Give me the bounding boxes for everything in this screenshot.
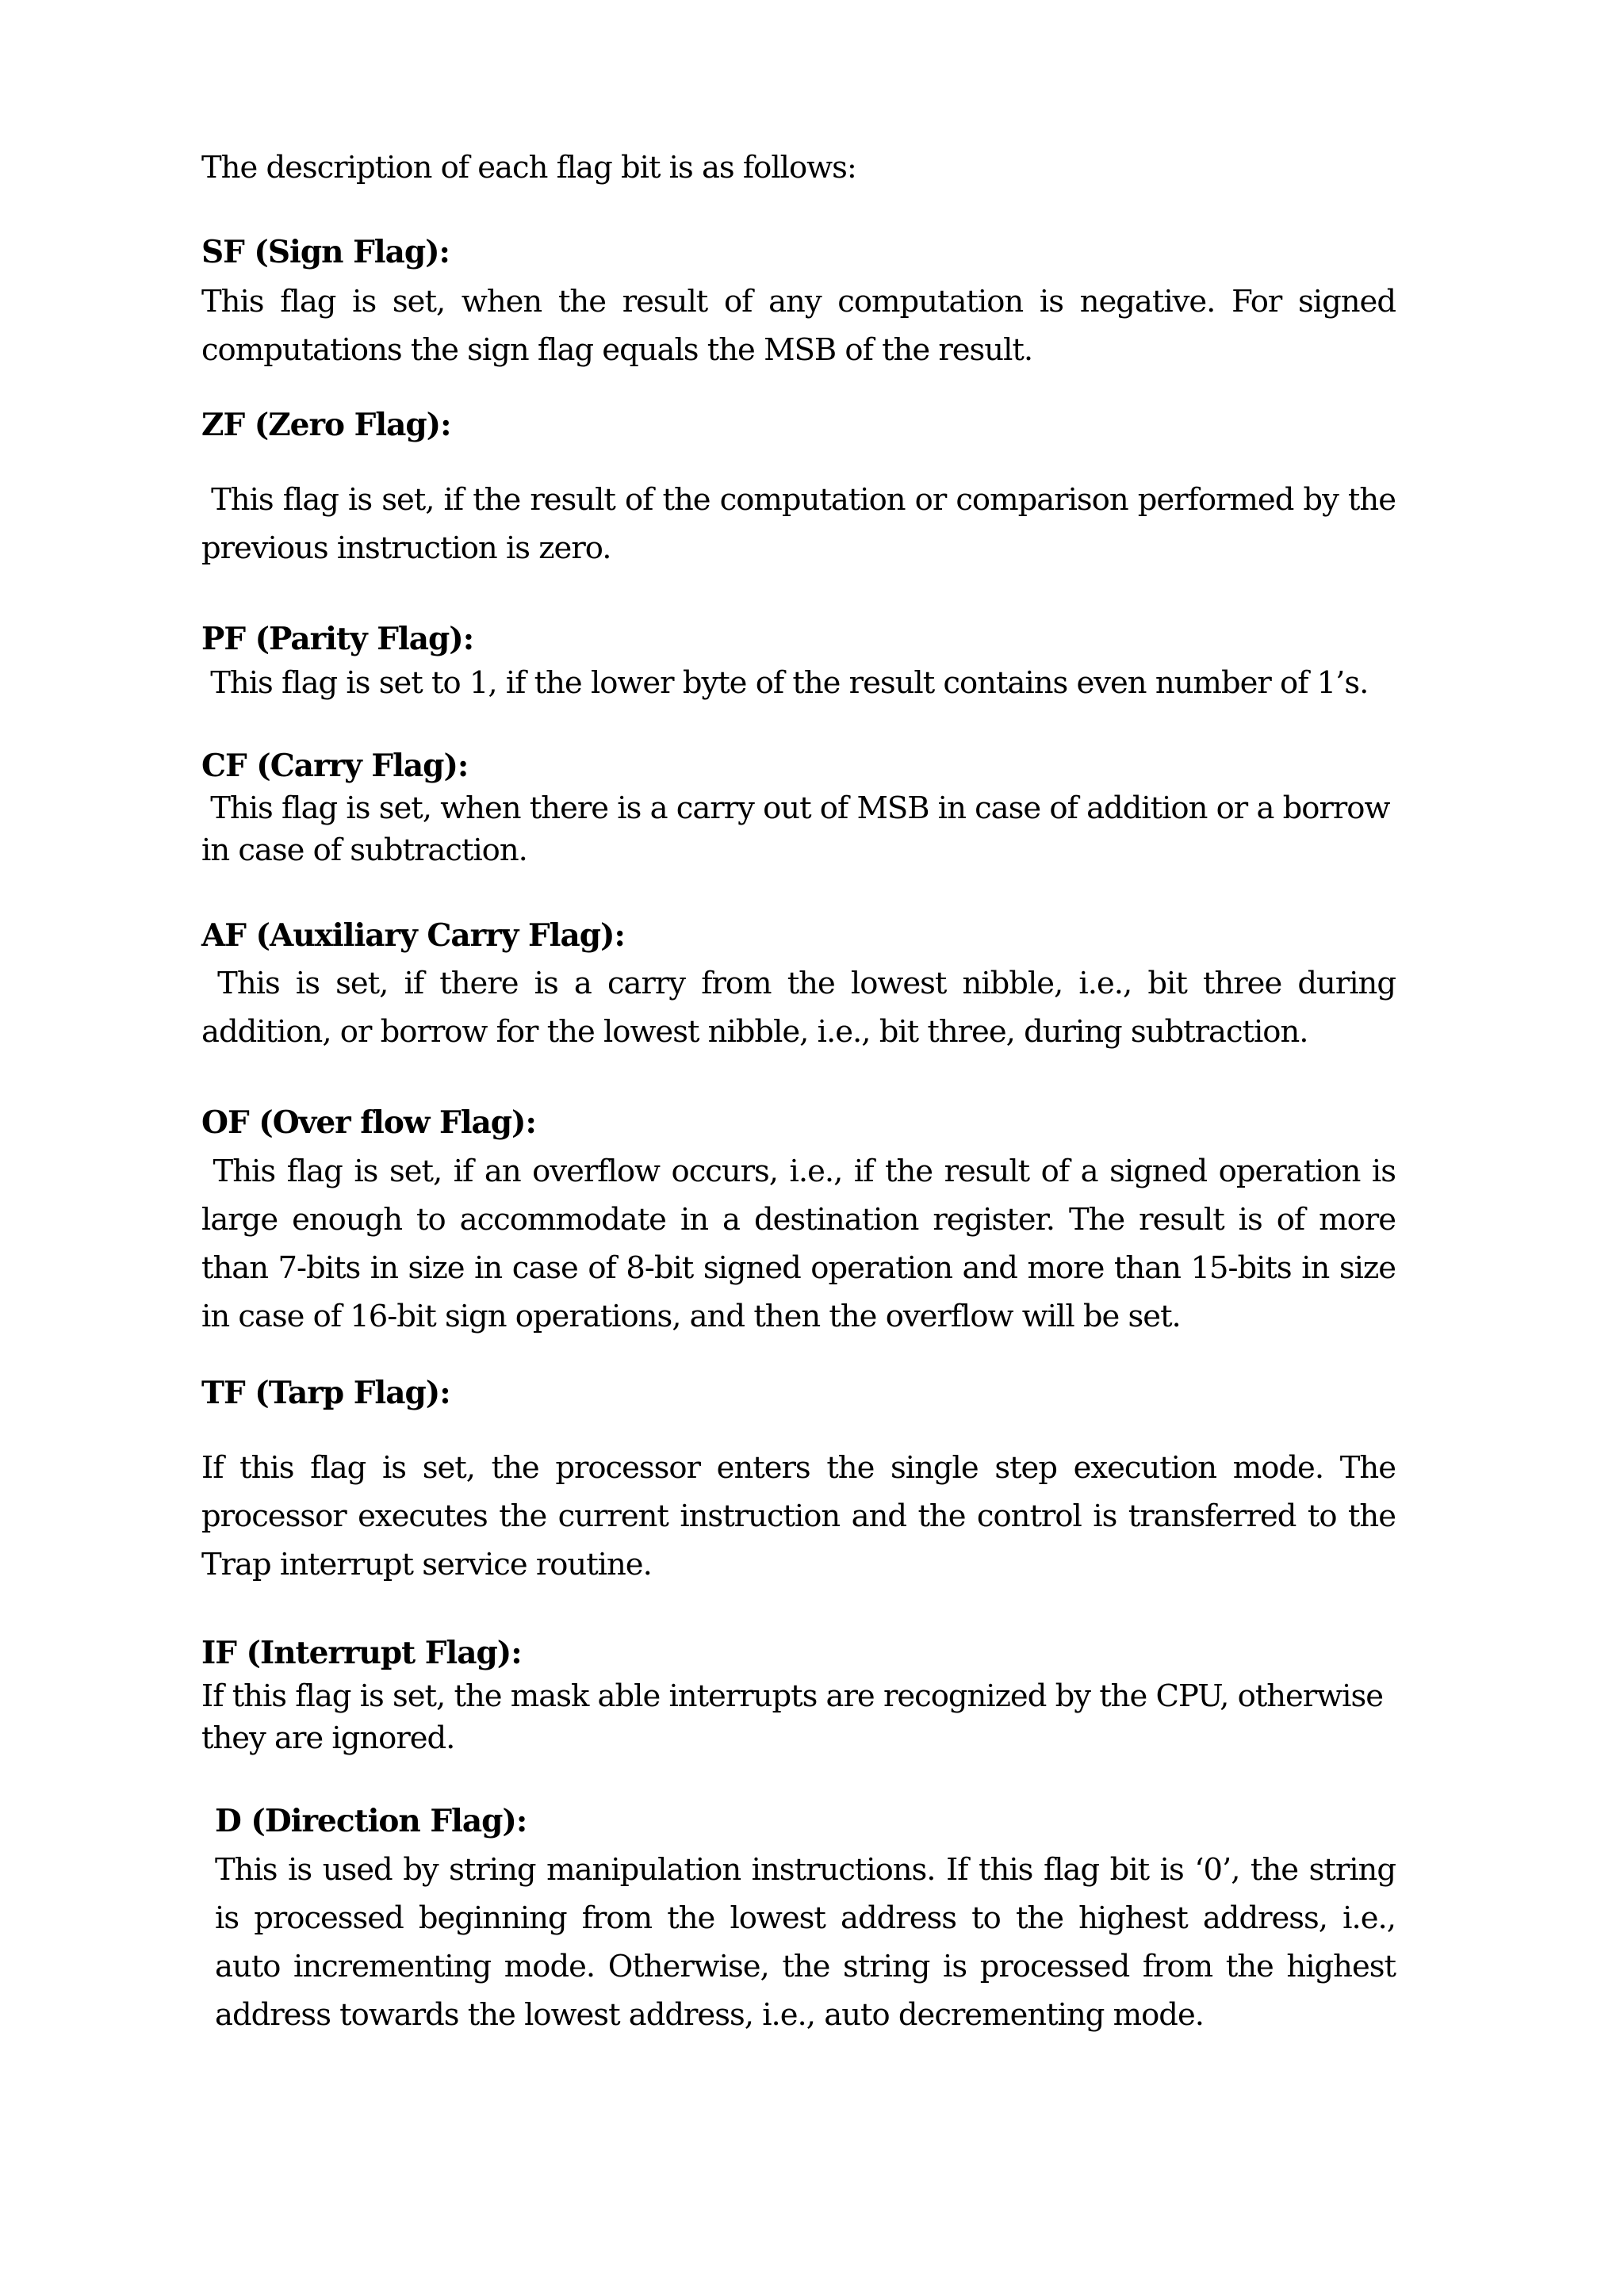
if-heading: IF (Interrupt Flag): [201,1635,522,1671]
sf-description: This flag is set, when the result of any computation is negative. For signed computations the sign flag equals the MSB of the result. [201,284,1396,368]
cf-heading: CF (Carry Flag): [201,748,469,784]
zf-description: This flag is set, if the result of the computation or comparison performed by the previous instruction is zero. [201,482,1405,566]
pf-heading: PF (Parity Flag): [201,621,474,657]
intro-text: The description of each flag bit is as follows: [201,150,856,186]
of-heading: OF (Over flow Flag): [201,1104,536,1141]
af-description: This is set, if there is a carry from the lowest nibble, i.e., bit three during addition, or borrow for the lowest nibble, i.e., bit three, during subtraction. [201,966,1405,1050]
af-heading: AF (Auxiliary Carry Flag): [201,917,625,954]
tf-heading: TF (Tarp Flag): [201,1375,450,1411]
d-heading: D (Direction Flag): [215,1803,527,1839]
pf-description: This flag is set to 1, if the lower byte of the result contains even number of 1’s. [201,665,1369,701]
d-description: This is used by string manipulation instructions. If this flag bit is ‘0’, the string is processed beginning from the lowest address to the highest address, i.e., auto incrementing mode. Otherwise, the string is processed from the highest address towards the lowest address, i.e., auto decrementing mode. [215,1852,1396,2033]
if-description: If this flag is set, the mask able interrupts are recognized by the CPU, otherwise they are ignored. [201,1678,1384,1756]
zf-heading: ZF (Zero Flag): [201,407,451,443]
tf-description: If this flag is set, the processor enters the single step execution mode. The processor executes the current instruction and the control is transferred to the Trap interrupt service routine. [201,1450,1396,1582]
of-description: This flag is set, if an overflow occurs, i.e., if the result of a signed operation is large enough to accommodate in a destination register. The result is of more than 7-bits in size in case of 8-bit signed operation and more than 15-bits in size in case of 16-bit sign operations, and then the overflow will be set. [201,1154,1405,1334]
sf-heading: SF (Sign Flag): [201,234,450,270]
cf-description: This flag is set, when there is a carry out of MSB in case of addition or a borrow in case of subtraction. [201,790,1399,868]
